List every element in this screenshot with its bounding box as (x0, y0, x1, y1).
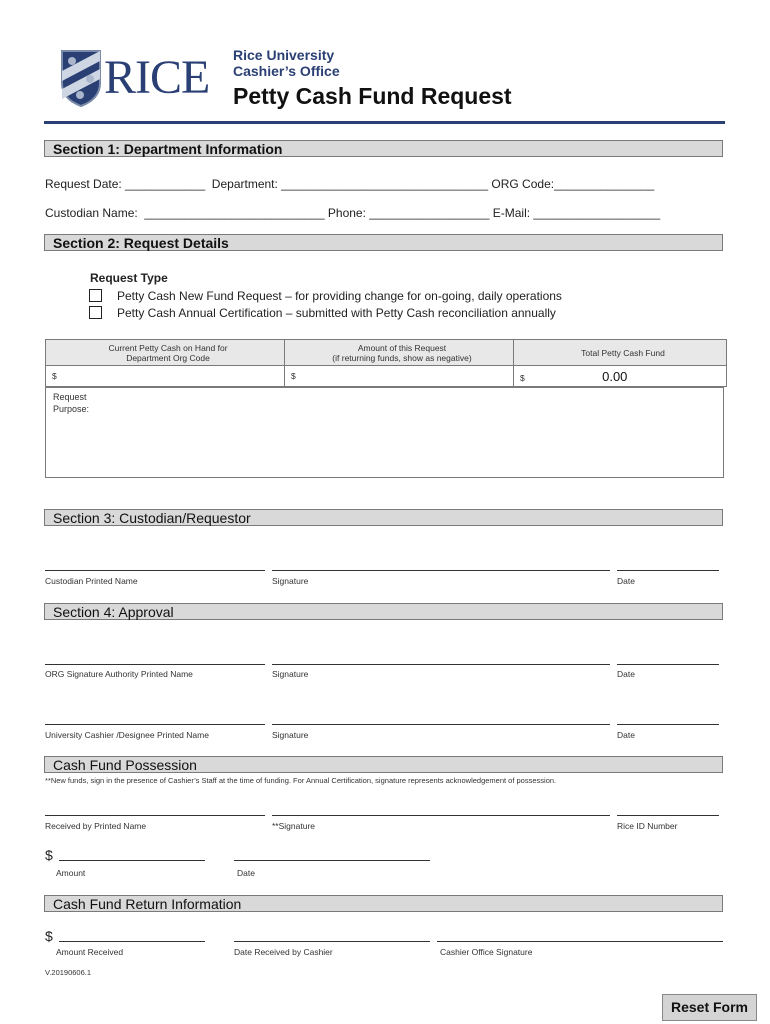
form-version: V.20190606.1 (45, 968, 92, 977)
total-fund-field: $ 0.00 (514, 366, 727, 387)
office-name: Cashier’s Office (233, 63, 340, 79)
custodian-signature-line[interactable] (272, 570, 610, 571)
cashier-date-line[interactable] (617, 724, 719, 725)
cashier-signature-line[interactable] (272, 724, 610, 725)
col-current-on-hand-header: Current Petty Cash on Hand for Department Org Code (46, 340, 285, 366)
rice-logo-text: RICE (104, 51, 210, 104)
possession-date-label: Date (237, 868, 255, 878)
section-1-header: Section 1: Department Information (44, 140, 723, 157)
reset-form-button[interactable]: Reset Form (662, 994, 757, 1021)
possession-currency-sign: $ (45, 847, 53, 863)
received-by-name-label: Received by Printed Name (45, 821, 147, 831)
section-1-row-2[interactable]: Custodian Name: ___________________________ Phone: __________________ E-Mail: ___________________ (45, 206, 661, 220)
request-purpose-field[interactable]: Request Purpose: (45, 387, 724, 478)
org-authority-signature-label: Signature (272, 669, 309, 679)
org-authority-date-label: Date (617, 669, 635, 679)
new-fund-checkbox[interactable] (89, 289, 102, 302)
cashier-name-line[interactable] (45, 724, 265, 725)
rice-id-line[interactable] (617, 815, 719, 816)
total-fund-value: 0.00 (602, 368, 628, 384)
header-divider (44, 121, 725, 124)
annual-certification-checkbox[interactable] (89, 306, 102, 319)
university-name: Rice University Cashier’s Office (233, 47, 340, 79)
section-3-header: Section 3: Custodian/Requestor (44, 509, 723, 526)
section-2-header: Section 2: Request Details (44, 234, 723, 251)
custodian-date-line[interactable] (617, 570, 719, 571)
col-amount-request-header: Amount of this Request (if returning funds, show as negative) (285, 340, 514, 366)
cashier-office-signature-label: Cashier Office Signature (440, 947, 533, 957)
custodian-name-label: Custodian Printed Name (45, 576, 138, 586)
custodian-date-label: Date (617, 576, 635, 586)
org-authority-name-label: ORG Signature Authority Printed Name (45, 669, 193, 679)
custodian-signature-label: Signature (272, 576, 309, 586)
cashier-name-label: University Cashier /Designee Printed Name (45, 730, 209, 740)
section-4-header: Section 4: Approval (44, 603, 723, 620)
received-by-signature-line[interactable] (272, 815, 610, 816)
possession-note: **New funds, sign in the presence of Cashier’s Staff at the time of funding. For Annual Certification, signature represents acknowledgement of possession. (45, 776, 557, 785)
amount-received-label: Amount Received (56, 947, 124, 957)
possession-amount-label: Amount (56, 868, 86, 878)
amount-table (45, 339, 727, 387)
possession-date-line[interactable] (234, 860, 430, 861)
date-received-line[interactable] (234, 941, 430, 942)
page-title: Petty Cash Fund Request (233, 83, 512, 109)
cashier-signature-label: Signature (272, 730, 309, 740)
received-by-signature-label: **Signature (272, 821, 316, 831)
current-on-hand-input[interactable]: $ (46, 366, 285, 387)
possession-header: Cash Fund Possession (44, 756, 723, 773)
request-type-label: Request Type (90, 271, 168, 285)
amount-request-input[interactable]: $ (285, 366, 514, 387)
cashier-office-signature-line[interactable] (437, 941, 723, 942)
org-authority-name-line[interactable] (45, 664, 265, 665)
rice-owl-shield-logo (60, 49, 102, 107)
rice-id-label: Rice ID Number (617, 821, 678, 831)
section-1-row-1[interactable]: Request Date: ____________ Department: _______________________________ ORG Code:_______________ (45, 177, 655, 191)
cashier-date-label: Date (617, 730, 635, 740)
amount-received-line[interactable] (59, 941, 205, 942)
date-received-label: Date Received by Cashier (234, 947, 333, 957)
return-info-header: Cash Fund Return Information (44, 895, 723, 912)
new-fund-option-label: Petty Cash New Fund Request – for providing change for on-going, daily operations (117, 289, 562, 303)
annual-certification-option-label: Petty Cash Annual Certification – submitted with Petty Cash reconciliation annually (117, 306, 556, 320)
received-by-name-line[interactable] (45, 815, 265, 816)
col-total-fund-header: Total Petty Cash Fund (514, 340, 727, 366)
org-authority-date-line[interactable] (617, 664, 719, 665)
possession-amount-line[interactable] (59, 860, 205, 861)
org-authority-signature-line[interactable] (272, 664, 610, 665)
return-currency-sign: $ (45, 928, 53, 944)
custodian-name-line[interactable] (45, 570, 265, 571)
